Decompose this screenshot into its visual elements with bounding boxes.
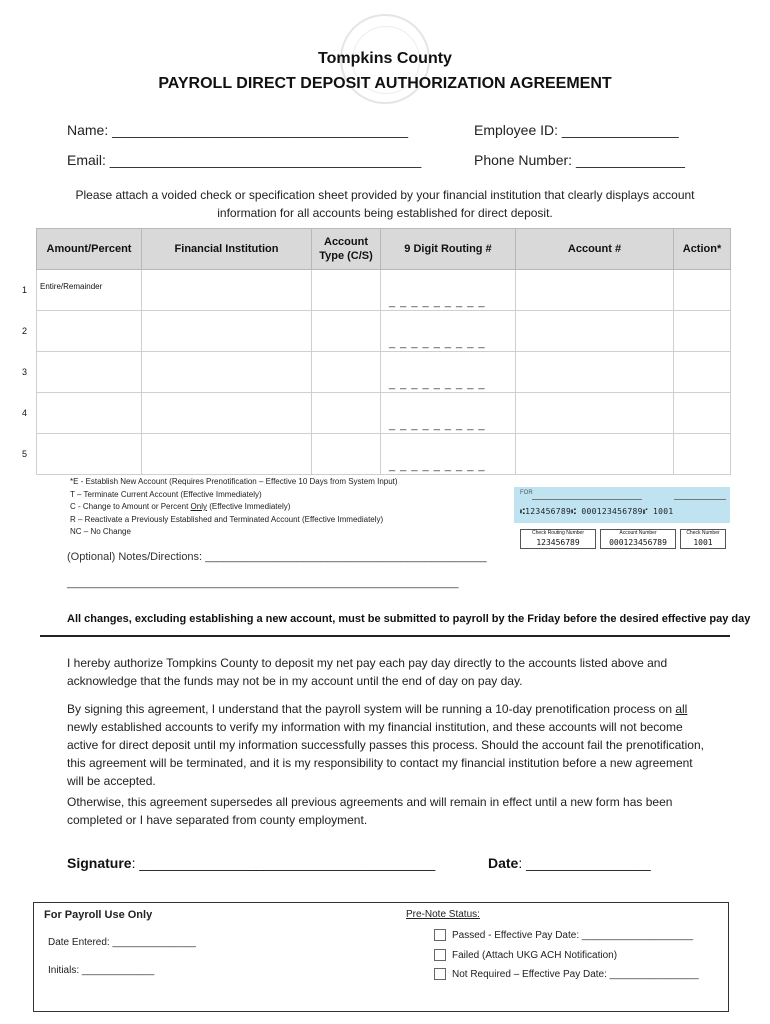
payroll-use-box [33, 902, 729, 1012]
routing-placeholder: _ _ _ _ _ _ _ _ _ [389, 296, 486, 308]
date-field[interactable]: Date: ________________ [488, 855, 651, 871]
amount-cell[interactable] [37, 352, 142, 393]
table-row [37, 311, 731, 352]
code-r: R – Reactivate a Previously Established and Terminated Account (Effective Immediately) [70, 514, 384, 524]
prenotification-paragraph: By signing this agreement, I understand that the payroll system will be running a 10-day prenotification process on all newly established accounts to verify my information with my financial institution, and these accounts will not become active for direct deposit until my information successfully passes this process. Should the account fail the prenotification, this agreement will be terminated, and it is my responsibility to contact my financial institution before a new agreement will be accepted. [67, 702, 704, 788]
routing-placeholder: _ _ _ _ _ _ _ _ _ [389, 337, 486, 349]
amount-cell[interactable] [37, 434, 142, 475]
row-number: 2 [22, 326, 28, 336]
form-title: PAYROLL DIRECT DEPOSIT AUTHORIZATION AGREEMENT [158, 75, 612, 92]
routing-cell[interactable] [381, 352, 516, 393]
institution-cell[interactable] [142, 270, 312, 311]
initials-field[interactable]: Initials: _____________ [48, 965, 155, 976]
signature-field[interactable]: Signature: ______________________________________ [67, 855, 436, 871]
divider [40, 635, 730, 637]
table-row [37, 393, 731, 434]
account-cell[interactable] [516, 270, 674, 311]
amount-cell[interactable] [37, 393, 142, 434]
phone-field[interactable]: Phone Number: ______________ [474, 152, 685, 168]
routing-cell[interactable] [381, 311, 516, 352]
sample-check-image [514, 487, 730, 553]
account-cell[interactable] [516, 311, 674, 352]
action-cell[interactable] [674, 352, 731, 393]
account-number-label: Account Number [619, 530, 657, 536]
code-nc: NC – No Change [70, 527, 131, 536]
page-title: Tompkins County [318, 50, 452, 67]
account-type-cell[interactable] [312, 311, 381, 352]
not-required-label: Not Required – Effective Pay Date: ________________ [452, 969, 699, 980]
routing-cell[interactable] [381, 393, 516, 434]
header-action: Action* [674, 229, 731, 270]
notes-field[interactable]: (Optional) Notes/Directions: ______________________________________________ [67, 551, 487, 563]
row-number: 1 [22, 285, 28, 295]
email-field[interactable]: Email: ________________________________________ [67, 152, 422, 168]
authorization-paragraph: I hereby authorize Tompkins County to deposit my net pay each pay day directly to the accounts listed above and acknowledge that the funds may not be in my account until the end of day on pay day. [67, 656, 668, 688]
prenote-status-title: Pre-Note Status: [406, 909, 480, 920]
not-required-checkbox[interactable] [434, 968, 446, 980]
account-cell[interactable] [516, 434, 674, 475]
routing-number-label: Check Routing Number [532, 530, 584, 536]
passed-label: Passed - Effective Pay Date: ____________________ [452, 930, 694, 941]
routing-placeholder: _ _ _ _ _ _ _ _ _ [389, 378, 486, 390]
header-institution: Financial Institution [142, 229, 312, 270]
amount-cell[interactable] [37, 270, 142, 311]
date-entered-field[interactable]: Date Entered: _______________ [48, 937, 196, 948]
employee-id-field[interactable]: Employee ID: _______________ [474, 122, 679, 138]
table-row [37, 352, 731, 393]
action-cell[interactable] [674, 434, 731, 475]
header-routing: 9 Digit Routing # [381, 229, 516, 270]
institution-cell[interactable] [142, 311, 312, 352]
check-number-value: 1001 [693, 538, 713, 547]
routing-cell[interactable] [381, 434, 516, 475]
action-cell[interactable] [674, 311, 731, 352]
name-field[interactable]: Name: ______________________________________ [67, 122, 408, 138]
routing-placeholder: _ _ _ _ _ _ _ _ _ [389, 460, 486, 472]
amount-cell[interactable] [37, 311, 142, 352]
action-codes [70, 476, 398, 539]
amount-value: Entire/Remainder [40, 282, 103, 291]
deposit-table [36, 228, 731, 475]
account-type-cell[interactable] [312, 434, 381, 475]
account-cell[interactable] [516, 352, 674, 393]
code-t: T – Terminate Current Account (Effective Immediately) [70, 489, 262, 499]
institution-cell[interactable] [142, 352, 312, 393]
supersede-paragraph: Otherwise, this agreement supersedes all previous agreements and will remain in effect until a new form has been completed or I have separated from county employment. [67, 795, 673, 827]
header-amount: Amount/Percent [37, 229, 142, 270]
routing-placeholder: _ _ _ _ _ _ _ _ _ [389, 419, 486, 431]
failed-label: Failed (Attach UKG ACH Notification) [452, 950, 618, 961]
account-type-cell[interactable] [312, 270, 381, 311]
changes-notice: All changes, excluding establishing a new account, must be submitted to payroll by the Friday before the desired effective pay day [67, 613, 751, 625]
notes-line[interactable]: ________________________________________________________________ [67, 577, 459, 589]
institution-cell[interactable] [142, 434, 312, 475]
header-account: Account # [516, 229, 674, 270]
table-row [37, 270, 731, 311]
table-row [37, 434, 731, 475]
header-account-type: Account Type (C/S) [312, 229, 381, 270]
routing-cell[interactable] [381, 270, 516, 311]
row-number: 4 [22, 408, 28, 418]
failed-checkbox[interactable] [434, 949, 446, 961]
table-header-row [37, 229, 731, 270]
code-c: C - Change to Amount or Percent Only (Effective Immediately) [70, 502, 291, 511]
action-cell[interactable] [674, 270, 731, 311]
check-number-label: Check Number [686, 530, 720, 536]
check-micr-line: ⑆123456789⑆ 000123456789⑈ 1001 [520, 507, 674, 516]
passed-checkbox[interactable] [434, 929, 446, 941]
routing-number-value: 123456789 [536, 538, 580, 547]
account-number-value: 000123456789 [609, 538, 667, 547]
check-for-label: FOR [520, 490, 533, 496]
account-type-cell[interactable] [312, 393, 381, 434]
action-cell[interactable] [674, 393, 731, 434]
row-number: 5 [22, 449, 28, 459]
account-cell[interactable] [516, 393, 674, 434]
intro-text: Please attach a voided check or specification sheet provided by your financial institution that clearly displays account information for all accounts being established for direct deposit. [75, 188, 695, 220]
account-type-cell[interactable] [312, 352, 381, 393]
row-number: 3 [22, 367, 28, 377]
institution-cell[interactable] [142, 393, 312, 434]
code-e: *E - Establish New Account (Requires Prenotification – Effective 10 Days from System Input) [70, 477, 398, 486]
payroll-use-title: For Payroll Use Only [44, 909, 153, 921]
